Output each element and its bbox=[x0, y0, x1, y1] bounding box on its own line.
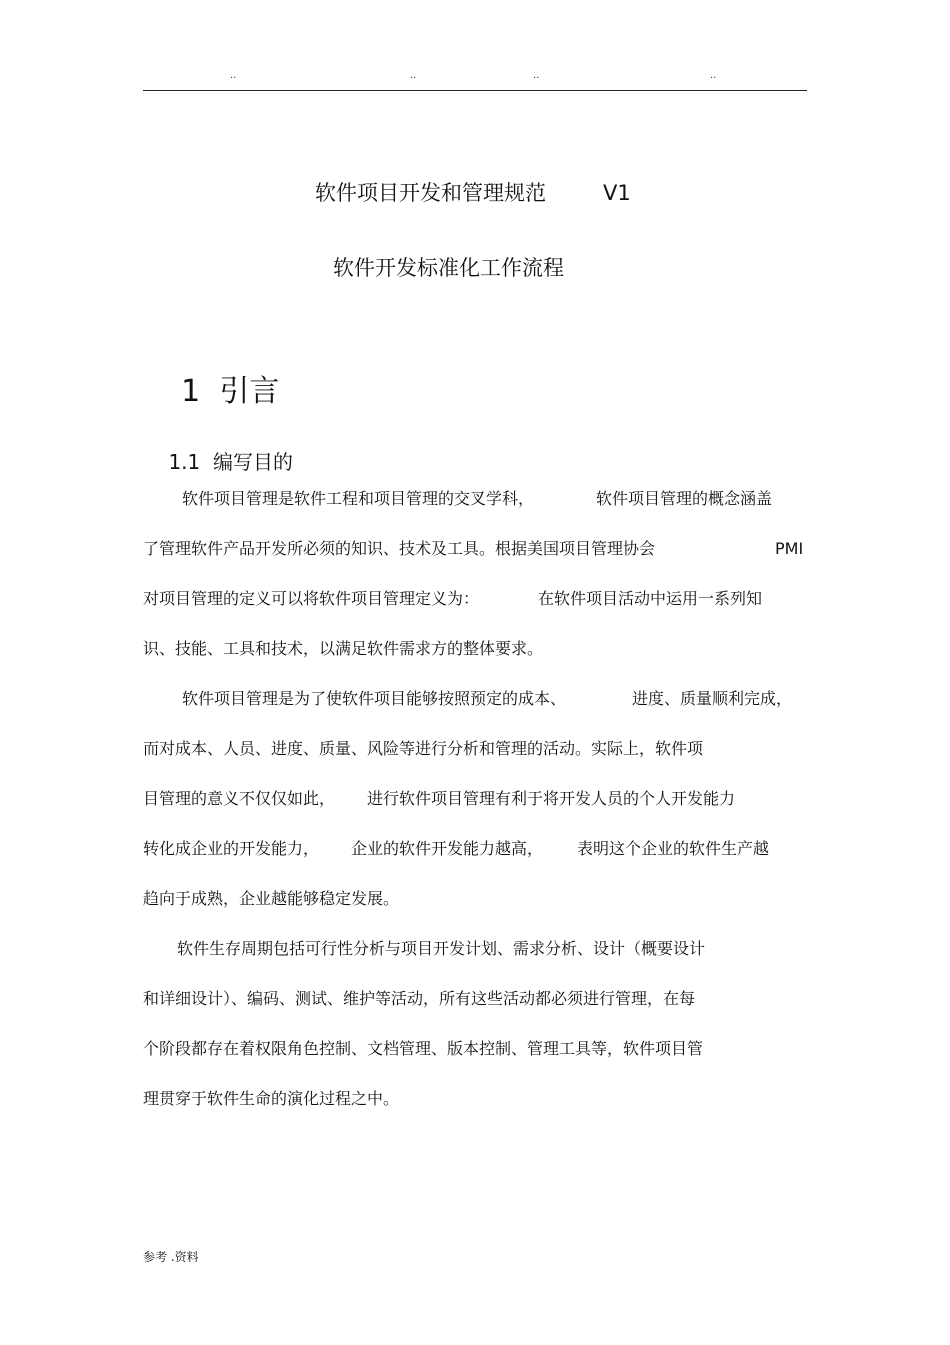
body-text: 和详细设计）、编码、测试、维护等活动，所有这些活动都必须进行管理，在每 bbox=[143, 989, 696, 1008]
body-text: 在软件项目活动中运用一系列知 bbox=[538, 589, 763, 608]
body-text: 目管理的意义不仅仅如此， bbox=[143, 789, 336, 808]
subsection-number: 1.1 bbox=[168, 450, 201, 474]
header-dots: .. bbox=[230, 70, 237, 81]
document-title: 软件项目开发和管理规范 bbox=[315, 181, 546, 205]
body-text: 进度、质量顺利完成， bbox=[632, 689, 793, 708]
body-text: 对项目管理的定义可以将软件项目管理定义为： bbox=[143, 589, 480, 608]
body-text: 软件项目管理的概念涵盖 bbox=[596, 489, 773, 508]
body-text: 表明这个企业的软件生产越 bbox=[577, 839, 770, 858]
body-text: PMI bbox=[775, 539, 804, 558]
body-text: 识、技能、工具和技术，以满足软件需求方的整体要求。 bbox=[143, 639, 544, 658]
header-dots: .. bbox=[710, 70, 717, 81]
body-text: 软件生存周期包括可行性分析与项目开发计划、需求分析、设计（概要设计 bbox=[177, 939, 706, 958]
header-dots: .. bbox=[533, 70, 540, 81]
section-title: 引言 bbox=[219, 374, 280, 409]
body-text: 进行软件项目管理有利于将开发人员的个人开发能力 bbox=[367, 789, 736, 808]
body-text: 理贯穿于软件生命的演化过程之中。 bbox=[143, 1089, 400, 1108]
header-rule bbox=[143, 90, 807, 91]
body-text: 软件项目管理是软件工程和项目管理的交叉学科， bbox=[182, 489, 535, 508]
body-text: 个阶段都存在着权限角色控制、文档管理、版本控制、管理工具等，软件项目管 bbox=[143, 1039, 704, 1058]
body-text: 转化成企业的开发能力， bbox=[143, 839, 320, 858]
body-text: 了管理软件产品开发所必须的知识、技术及工具。根据美国项目管理协会 bbox=[143, 539, 656, 558]
page-footer: 参考 .资料 bbox=[143, 1250, 199, 1264]
document-version: V1 bbox=[603, 181, 631, 205]
section-number: 1 bbox=[181, 374, 201, 409]
document-subtitle: 软件开发标准化工作流程 bbox=[333, 256, 564, 280]
body-text: 趋向于成熟，企业越能够稳定发展。 bbox=[143, 889, 400, 908]
header-dots: .. bbox=[410, 70, 417, 81]
body-text: 企业的软件开发能力越高， bbox=[351, 839, 544, 858]
body-text: 而对成本、人员、进度、质量、风险等进行分析和管理的活动。实际上，软件项 bbox=[143, 739, 704, 758]
subsection-title: 编写目的 bbox=[212, 450, 293, 474]
body-text: 软件项目管理是为了使软件项目能够按照预定的成本、 bbox=[182, 689, 567, 708]
